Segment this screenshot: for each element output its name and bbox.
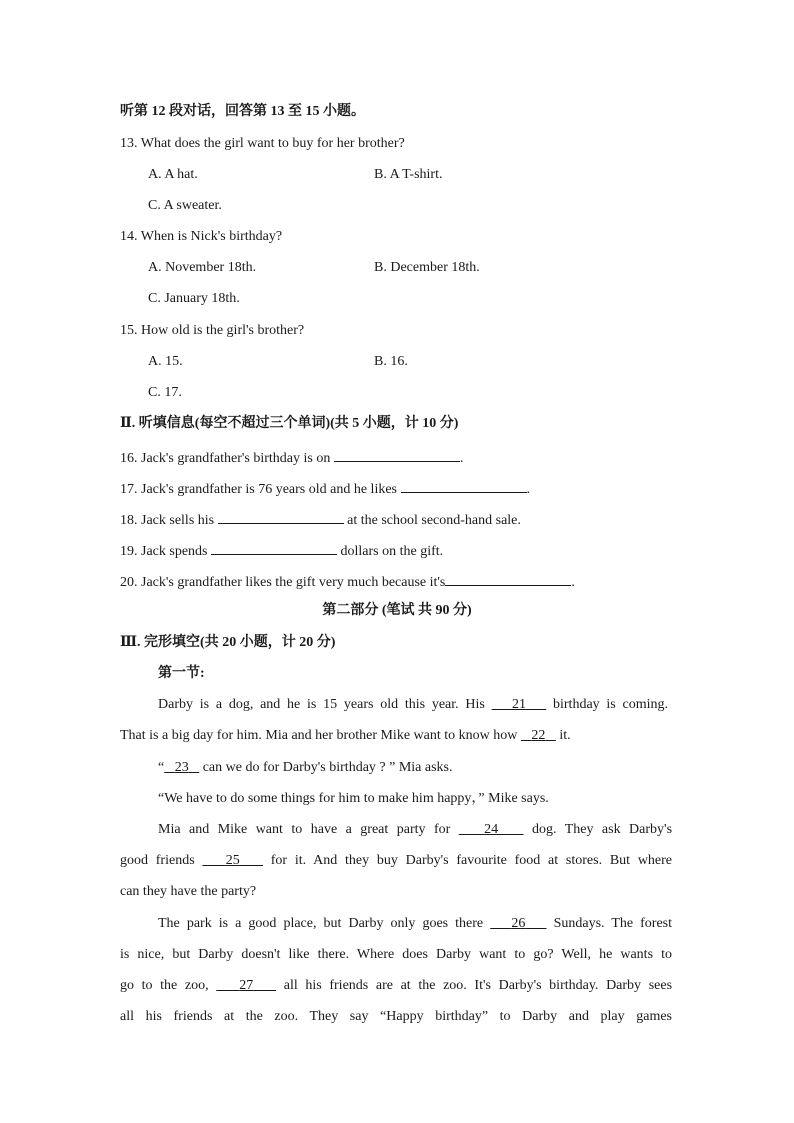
- question-16-text: 16. Jack's grandfather's birthday is on: [120, 451, 331, 466]
- cloze-blank-21[interactable]: [492, 697, 547, 712]
- cloze-blank-27[interactable]: [216, 978, 276, 993]
- cloze-blank-24[interactable]: [459, 822, 524, 837]
- passage-p4-line2: [120, 852, 672, 870]
- blank-number-21: 21: [511, 697, 526, 712]
- listening-instruction: 听第 12 段对话，回答第 13 至 15 小题。: [120, 104, 365, 119]
- question-18-text: 18. Jack sells his: [120, 513, 215, 528]
- passage-text: go to the zoo,: [120, 978, 209, 993]
- question-15-option-a: A. 15.: [148, 354, 183, 369]
- question-14-option-a: A. November 18th.: [148, 260, 257, 275]
- question-15-stem: 15. How old is the girl's brother?: [120, 323, 305, 338]
- question-16-end: .: [459, 451, 464, 466]
- section-title: 第二部分 (笔试 共 90 分): [322, 603, 472, 618]
- passage-text: for it. And they buy Darby's favourite food at stores. But where: [270, 853, 673, 868]
- passage-text: That is a big day for him. Mia and her brother Mike want to know how: [120, 728, 518, 743]
- passage-p5-line4: all his friends at the zoo. They say “Happy birthday” to Darby and play games: [120, 1009, 672, 1024]
- blank-number-26: 26: [511, 916, 526, 931]
- cloze-blank-23[interactable]: [164, 760, 199, 775]
- blank-number-24: 24: [484, 822, 499, 837]
- passage-p5-line2: is nice, but Darby doesn't like there. Where does Darby want to go? Well, he wants to: [120, 947, 672, 962]
- passage-text: can we do for Darby's birthday ? ” Mia asks.: [202, 760, 453, 775]
- passage-p1-line1: [158, 696, 668, 714]
- passage-p5-line3: [120, 977, 672, 995]
- part-3-subheading: 第一节:: [158, 666, 205, 681]
- question-18-blank[interactable]: [218, 509, 344, 524]
- cloze-blank-22[interactable]: [521, 728, 556, 743]
- question-17-end: .: [526, 482, 530, 497]
- passage-text: The park is a good place, but Darby only goes there: [158, 916, 484, 931]
- passage-p4-line3: can they have the party?: [120, 884, 257, 899]
- question-18: [120, 509, 521, 530]
- part-2-heading: Ⅱ. 听填信息(每空不超过三个单词)(共 5 小题，计 10 分): [120, 416, 459, 431]
- question-16-blank[interactable]: [334, 447, 460, 462]
- blank-number-22: 22: [531, 728, 546, 743]
- cloze-blank-25[interactable]: [202, 853, 263, 868]
- passage-text: Mia and Mike want to have a great party for: [158, 822, 451, 837]
- question-20: [120, 571, 575, 592]
- passage-p3: “We have to do some things for him to make him happy，” Mike says.: [158, 791, 549, 806]
- question-14-option-c: C. January 18th.: [148, 291, 240, 306]
- question-19-text: 19. Jack spends: [120, 544, 208, 559]
- question-19-end: dollars on the gift.: [340, 544, 444, 559]
- passage-text: all his friends are at the zoo. It's Darby's birthday. Darby sees: [283, 978, 673, 993]
- passage-p5-line1: [158, 915, 672, 933]
- passage-text: good friends: [120, 853, 195, 868]
- question-18-end: at the school second-hand sale.: [347, 513, 521, 528]
- blank-number-27: 27: [239, 978, 254, 993]
- question-20-text: 20. Jack's grandfather likes the gift very much because it's: [120, 575, 446, 590]
- question-14-option-b: B. December 18th.: [374, 260, 480, 275]
- question-15-option-b: B. 16.: [374, 354, 408, 369]
- passage-text: “: [158, 760, 165, 775]
- question-13-stem: 13. What does the girl want to buy for her brother?: [120, 136, 405, 151]
- question-20-blank[interactable]: [445, 571, 571, 586]
- part-3-heading: Ⅲ. 完形填空(共 20 小题，计 20 分): [120, 635, 336, 650]
- question-15-option-c: C. 17.: [148, 385, 182, 400]
- question-13-option-c: C. A sweater.: [148, 198, 222, 213]
- passage-text: it.: [559, 728, 571, 743]
- passage-p1-line2: [120, 727, 571, 745]
- cloze-blank-26[interactable]: [490, 916, 546, 931]
- question-19-blank[interactable]: [211, 540, 337, 555]
- passage-text: Sundays. The forest: [553, 916, 673, 931]
- question-13-option-b: B. A T-shirt.: [374, 167, 443, 182]
- question-17-blank[interactable]: [401, 478, 527, 493]
- passage-p4-line1: [158, 821, 672, 839]
- question-17: [120, 478, 530, 499]
- passage-text: dog. They ask Darby's: [532, 822, 673, 837]
- passage-text: birthday is coming.: [553, 697, 669, 712]
- passage-p2: [158, 759, 453, 777]
- passage-text: Darby is a dog, and he is 15 years old this year. His: [158, 697, 485, 712]
- question-19: [120, 540, 443, 561]
- question-17-text: 17. Jack's grandfather is 76 years old and he likes: [120, 482, 397, 497]
- question-14-stem: 14. When is Nick's birthday?: [120, 229, 283, 244]
- question-20-end: .: [571, 575, 575, 590]
- question-13-option-a: A. A hat.: [148, 167, 198, 182]
- blank-number-25: 25: [225, 853, 240, 868]
- blank-number-23: 23: [174, 760, 189, 775]
- question-16: [120, 447, 463, 468]
